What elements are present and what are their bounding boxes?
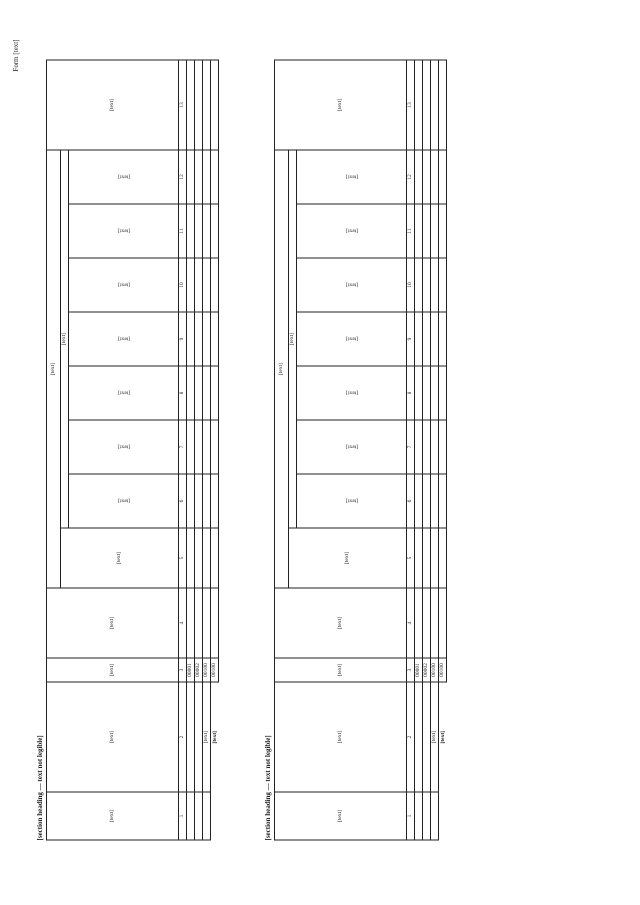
- table-row: [439, 60, 447, 840]
- header-special-conditions: [text]: [297, 420, 407, 474]
- header-tension-bonus: [text]: [297, 366, 407, 420]
- header-line-code: [text]: [47, 658, 179, 682]
- col-number: 4: [179, 588, 187, 658]
- header-premium: [text]: [297, 204, 407, 258]
- col-number: 5: [407, 528, 415, 588]
- header-tension-bonus: [text]: [69, 366, 179, 420]
- col-number: 4: [407, 588, 415, 658]
- table-row: [431, 60, 439, 840]
- header-incl: [text]: [61, 150, 69, 528]
- col-number: 8: [407, 366, 415, 420]
- col-number: 6: [407, 474, 415, 528]
- section-title: [section heading — text not legible]: [36, 735, 44, 841]
- header-incl: [text]: [289, 150, 297, 528]
- header-material-aid: [text]: [297, 150, 407, 204]
- header-total-formula: [text]: [61, 528, 179, 588]
- header-encouragement: [text]: [297, 258, 407, 312]
- col-number: 7: [407, 420, 415, 474]
- col-number: 11: [179, 204, 187, 258]
- col-number: 5: [179, 528, 187, 588]
- col-number: 7: [179, 420, 187, 474]
- header-encouragement: [text]: [69, 258, 179, 312]
- header-institution: [text]: [47, 792, 179, 840]
- col-number: 9: [407, 312, 415, 366]
- col-number: 12: [179, 150, 187, 204]
- col-number: 6: [179, 474, 187, 528]
- form-label: Form [text]: [12, 39, 20, 72]
- row-code: 00100: [439, 658, 447, 682]
- grand-total-label: [text]: [211, 730, 218, 744]
- header-premium: [text]: [69, 204, 179, 258]
- total-by-institution-label: [text]: [203, 682, 211, 792]
- header-material-aid: [text]: [69, 150, 179, 204]
- header-rank-bonus: [text]: [69, 474, 179, 528]
- row-code: 00001: [187, 658, 195, 682]
- col-number: 1: [407, 792, 415, 840]
- table-row: [415, 60, 423, 840]
- row-code: 00100: [211, 658, 219, 682]
- wage-table-section-2: [274, 59, 447, 840]
- row-code: 00100: [203, 658, 211, 682]
- col-number: 13: [179, 60, 187, 150]
- header-position: [text]: [275, 682, 407, 792]
- header-line-code: [text]: [275, 658, 407, 682]
- table-row: [195, 60, 203, 840]
- grand-total-label: [text]: [439, 730, 446, 744]
- header-total-formula: [text]: [289, 528, 407, 588]
- col-number: 2: [179, 682, 187, 792]
- col-number: 10: [179, 258, 187, 312]
- col-number: 11: [407, 204, 415, 258]
- table-row: [203, 60, 211, 840]
- header-institution: [text]: [275, 792, 407, 840]
- col-number: 3: [179, 658, 187, 682]
- total-by-institution-label: [text]: [431, 682, 439, 792]
- header-seniority: [text]: [69, 312, 179, 366]
- row-code: 00002: [195, 658, 203, 682]
- col-number: 9: [179, 312, 187, 366]
- header-fund-excluding: [text]: [47, 60, 179, 150]
- col-number: 8: [179, 366, 187, 420]
- header-wage-fund: [text]: [47, 588, 179, 658]
- col-number: 2: [407, 682, 415, 792]
- row-code: 00100: [431, 658, 439, 682]
- col-number: 1: [179, 792, 187, 840]
- col-number: 12: [407, 150, 415, 204]
- header-wage-fund: [text]: [275, 588, 407, 658]
- header-monthly-group: [text]: [47, 150, 61, 588]
- col-number: 13: [407, 60, 415, 150]
- table-row: [211, 60, 219, 840]
- header-position: [text]: [47, 682, 179, 792]
- col-number: 3: [407, 658, 415, 682]
- header-special-conditions: [text]: [69, 420, 179, 474]
- wage-table-section-1: [46, 59, 219, 840]
- section-title: [section heading — text not legible]: [264, 735, 272, 841]
- header-seniority: [text]: [297, 312, 407, 366]
- table-row: [187, 60, 195, 840]
- row-code: 00002: [423, 658, 431, 682]
- table-row: [423, 60, 431, 840]
- header-rank-bonus: [text]: [297, 474, 407, 528]
- col-number: 10: [407, 258, 415, 312]
- header-fund-excluding: [text]: [275, 60, 407, 150]
- row-code: 00001: [415, 658, 423, 682]
- header-monthly-group: [text]: [275, 150, 289, 588]
